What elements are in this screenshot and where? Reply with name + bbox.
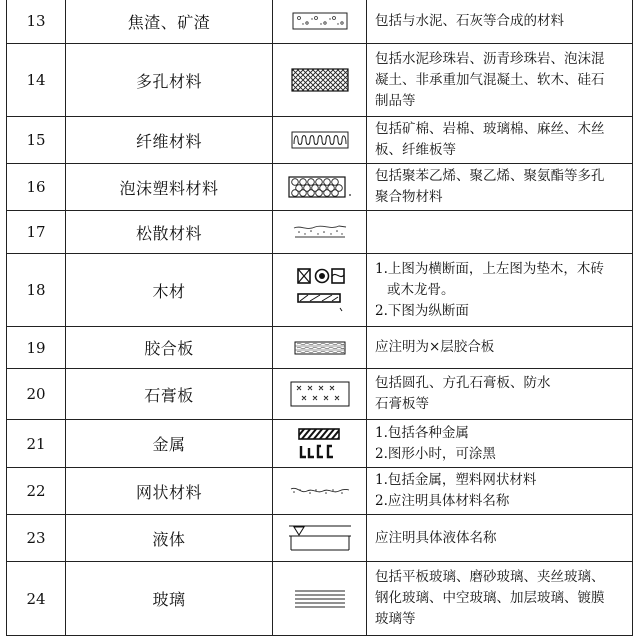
liquid-level-icon — [273, 515, 367, 562]
table-row — [7, 327, 633, 369]
table-row — [7, 117, 633, 164]
row-number: 20 — [7, 369, 66, 420]
material-name: 多孔材料 — [66, 44, 273, 117]
glass-lines-icon — [273, 562, 367, 636]
material-description: 包括平板玻璃、磨砂玻璃、夹丝玻璃、 钢化玻璃、中空玻璃、加层玻璃、镀膜 玻璃等 — [367, 562, 633, 636]
row-number: 23 — [7, 515, 66, 562]
slag-pattern-icon — [273, 0, 367, 44]
material-description — [367, 211, 633, 254]
row-number: 16 — [7, 164, 66, 211]
table-row — [7, 254, 633, 327]
row-number: 18 — [7, 254, 66, 327]
table-row — [7, 562, 633, 636]
material-name: 泡沫塑料材料 — [66, 164, 273, 211]
table-row — [7, 164, 633, 211]
material-name: 玻璃 — [66, 562, 273, 636]
material-name: 金属 — [66, 420, 273, 468]
material-name: 网状材料 — [66, 468, 273, 515]
table-row — [7, 369, 633, 420]
material-name: 松散材料 — [66, 211, 273, 254]
material-description: 1.包括各种金属 2.图形小时，可涂黑 — [367, 420, 633, 468]
material-description: 应注明具体液体名称 — [367, 515, 633, 562]
material-name: 胶合板 — [66, 327, 273, 369]
material-name: 纤维材料 — [66, 117, 273, 164]
metal-hatch-icon — [273, 420, 367, 468]
material-description: 包括圆孔、方孔石膏板、防水 石膏板等 — [367, 369, 633, 420]
material-description: 包括矿棉、岩棉、玻璃棉、麻丝、木丝 板、纤维板等 — [367, 117, 633, 164]
gypsum-board-icon — [273, 369, 367, 420]
table-row — [7, 44, 633, 117]
plywood-icon — [273, 327, 367, 369]
material-description: 包括水泥珍珠岩、沥青珍珠岩、泡沫混 凝土、非承重加气混凝土、软木、硅石 制品等 — [367, 44, 633, 117]
foam-circles-icon — [273, 164, 367, 211]
table-row — [7, 468, 633, 515]
loose-material-icon — [273, 211, 367, 254]
material-name: 木材 — [66, 254, 273, 327]
material-description: 1.包括金属，塑料网状材料 2.应注明具体材料名称 — [367, 468, 633, 515]
table-row — [7, 211, 633, 254]
material-legend-table — [6, 0, 633, 636]
row-number: 19 — [7, 327, 66, 369]
material-name: 液体 — [66, 515, 273, 562]
row-number: 15 — [7, 117, 66, 164]
fiber-wave-icon — [273, 117, 367, 164]
material-description: 包括与水泥、石灰等合成的材料 — [367, 0, 633, 44]
mesh-wave-icon — [273, 468, 367, 515]
row-number: 24 — [7, 562, 66, 636]
table-row — [7, 420, 633, 468]
row-number: 22 — [7, 468, 66, 515]
material-description: 包括聚苯乙烯、聚乙烯、聚氨酯等多孔 聚合物材料 — [367, 164, 633, 211]
row-number: 21 — [7, 420, 66, 468]
material-name: 石膏板 — [66, 369, 273, 420]
table-row — [7, 515, 633, 562]
row-number: 14 — [7, 44, 66, 117]
row-number: 13 — [7, 0, 66, 44]
row-number: 17 — [7, 211, 66, 254]
material-description: 应注明为×层胶合板 — [367, 327, 633, 369]
wood-section-icon — [273, 254, 367, 327]
material-name: 焦渣、矿渣 — [66, 0, 273, 44]
table-row — [7, 0, 633, 44]
porous-crosshatch-icon — [273, 44, 367, 117]
material-description: 1.上图为横断面，上左图为垫木，木砖 或木龙骨。 2.下图为纵断面 — [367, 254, 633, 327]
